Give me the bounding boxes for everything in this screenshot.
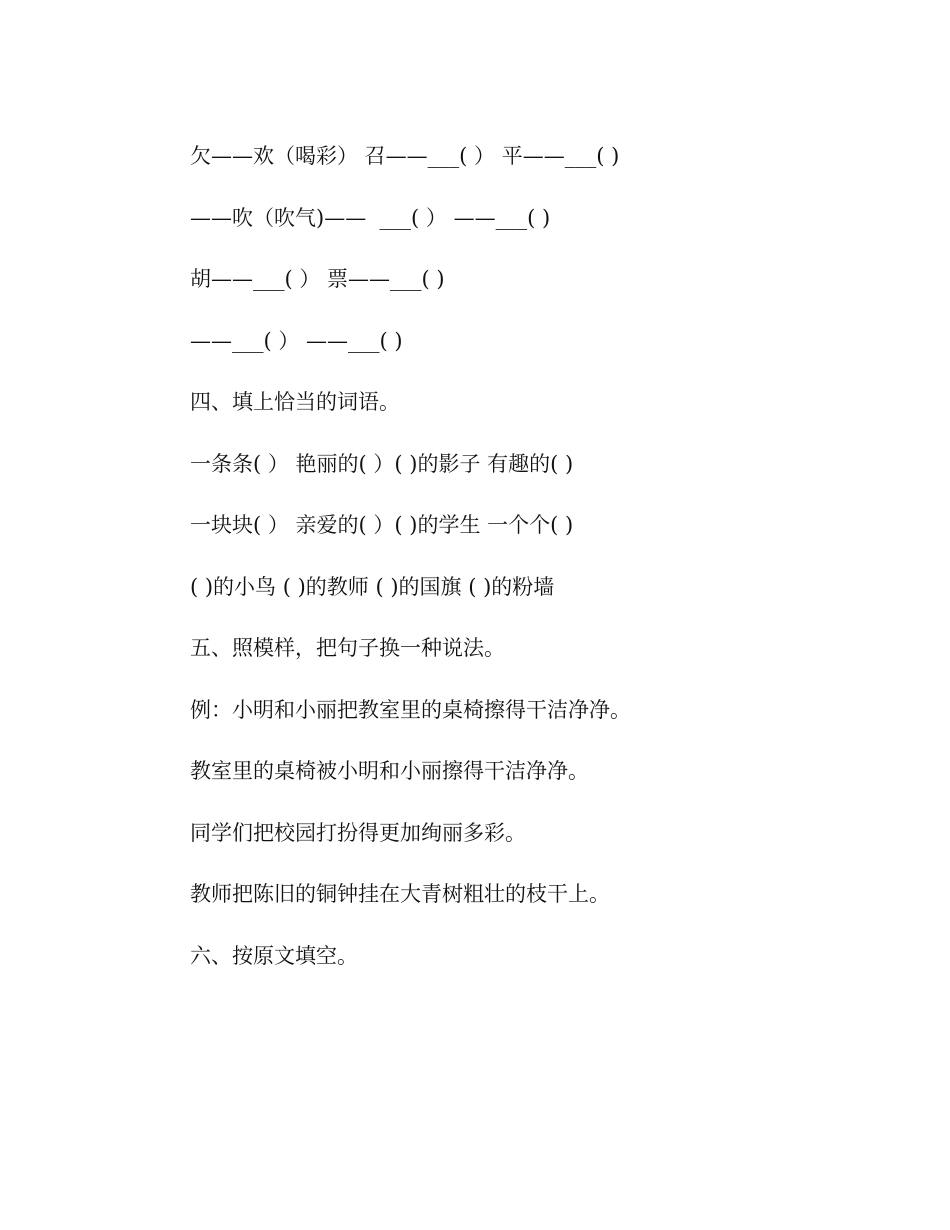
fill-words-line-2: 一块块( ） 亲爱的( ）( )的学生 一个个( ) [190, 513, 574, 537]
example-rewrite: 教室里的桌椅被小明和小丽擦得干洁净净。 [190, 759, 589, 783]
document-body [190, 137, 890, 998]
practice-sentence-2: 教师把陈旧的铜钟挂在大青树粗壮的枝干上。 [190, 882, 610, 906]
exercise-line-blanks: ——___( ） ——___( ) [190, 328, 403, 353]
example-sentence: 例：小明和小丽把教室里的桌椅擦得干洁净净。 [190, 697, 631, 722]
exercise-line-hu-piao: 胡——___( ） 票——___( ) [190, 267, 445, 291]
section-heading-four: 四、填上恰当的词语。 [190, 390, 400, 414]
exercise-line-xin-huan: 欠——欢（喝彩） 召——___( ） 平——___( ) [190, 144, 620, 168]
section-heading-six: 六、按原文填空。 [190, 943, 358, 968]
practice-sentence-1: 同学们把校园打扮得更加绚丽多彩。 [190, 820, 526, 845]
section-heading-five: 五、照模样，把句子换一种说法。 [190, 636, 505, 660]
fill-words-line-3: ( )的小鸟 ( )的教师 ( )的国旗 ( )的粉墙 [190, 574, 555, 599]
fill-words-line-1: 一条条( ） 艳丽的( ）( )的影子 有趣的( ) [190, 451, 574, 476]
exercise-line-chui: ——吹（吹气)—— ___( ） ——___( ) [190, 205, 551, 230]
